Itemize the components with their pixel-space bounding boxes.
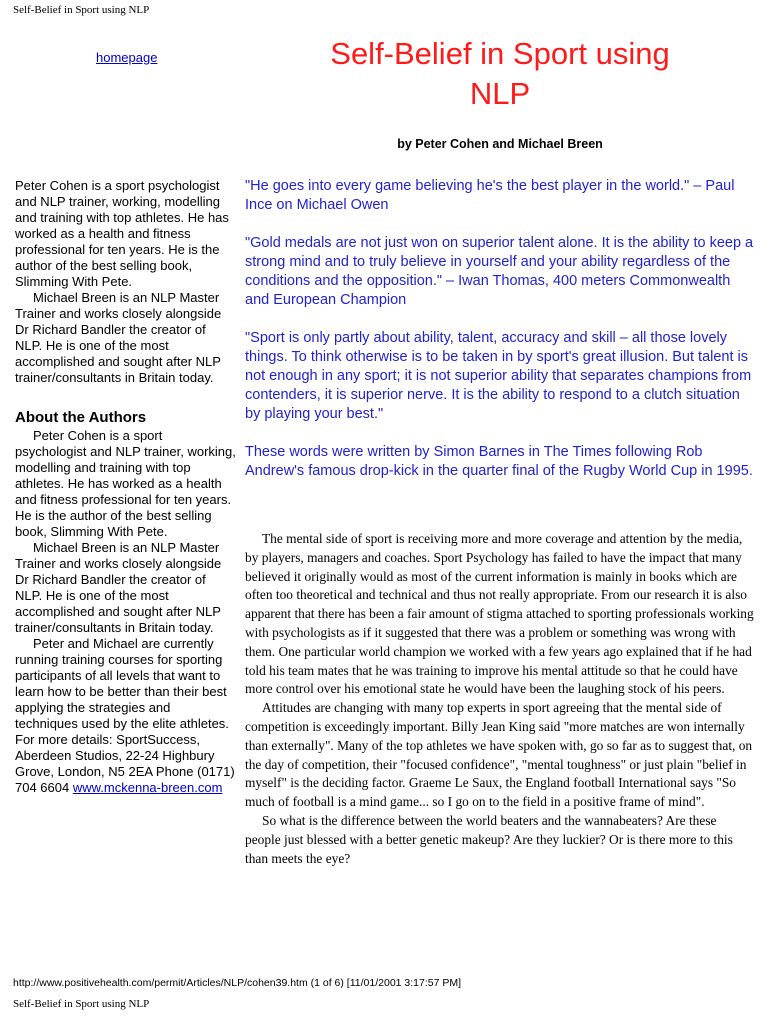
body-paragraph-2: Attitudes are changing with many top experts in sport agreeing that the mental side of competition is exceedingly important. Billy Jean King said "more matches are won internally than externally". Many of the top athletes we have spoken with, go so far as to suggest that, on the day of competition, their "focused confidence", "mental toughness" or just plain "belief in myself" is the deciding factor. Graeme Le Saux, the England football International says "So much of football is a mind game... so I go on to the field in a positive frame of mind". [245, 700, 753, 810]
print-footer: Self-Belief in Sport using NLP [13, 998, 150, 1010]
about-paragraph-2: Michael Breen is an NLP Master Trainer and works closely alongside Dr Richard Bandler the creator of NLP. He is one of the most accomplished and sought after NLP trainer/consultants in Britain today. [15, 540, 222, 635]
article-body [245, 530, 755, 868]
quote-owen: "He goes into every game believing he's the best player in the world." – Paul Ince on Michael Owen [245, 178, 735, 213]
print-header: Self-Belief in Sport using NLP [13, 4, 150, 16]
contact-link[interactable]: www.mckenna-breen.com [72, 780, 223, 795]
body-paragraph-3: So what is the difference between the world beaters and the wannabeaters? Are these people just blessed with a better genetic makeup? Are they luckier? Or is there more to this than meets the eye? [245, 812, 733, 866]
about-paragraph-3 [15, 636, 236, 796]
sidebar [15, 178, 236, 796]
about-paragraph-3-text: Peter and Michael are currently running training courses for sporting participants of all levels that want to learn how to be better than their best applying the strategies and techniques used by the elite athletes. For more details: SportSuccess, Aberdeen Studios, 22-24 Highbury Grove, London, N5 2EA Phone (0171) 704 6604 [15, 636, 235, 795]
intro-paragraph-2: Michael Breen is an NLP Master Trainer and works closely alongside Dr Richard Bandler the creator of NLP. He is one of the most accomplished and sought after NLP trainer/consultants in Britain today. [15, 290, 222, 385]
quote-barnes: "Sport is only partly about ability, talent, accuracy and skill – all those lovely things. To think otherwise is to be taken in by sport's great illusion. But talent is not enough in any sport; it is not superior ability that separates champions from contenders, it is superior nerve. It is the ability to respond to a clutch situation by playing your best." [245, 330, 752, 422]
about-paragraph-1: Peter Cohen is a sport psychologist and NLP trainer, working, modelling and training with top athletes. He has worked as a health and fitness professional for ten years. He is the author of the best selling book, Slimming With Pete. [15, 428, 236, 539]
homepage-link[interactable]: homepage [96, 50, 158, 65]
quote-thomas: "Gold medals are not just won on superior talent alone. It is the ability to keep a strong mind and to truly believe in yourself and your ability regardless of the conditions and the opposition." – Iwan Thomas, 400 meters Commonwealth and European Champion [245, 235, 754, 308]
quote-attribution: These words were written by Simon Barnes in The Times following Rob Andrew's famous drop-kick in the quarter final of the Rugby World Cup in 1995. [245, 444, 753, 479]
about-heading: About the Authors [15, 409, 147, 426]
byline: by Peter Cohen and Michael Breen [397, 137, 603, 151]
page-title: Self-Belief in Sport using NLP [330, 36, 670, 111]
footer-url: http://www.positivehealth.com/permit/Articles/NLP/cohen39.htm (1 of 6) [11/01/2001 3:17:57 PM] [13, 977, 462, 989]
body-paragraph-1: The mental side of sport is receiving more and more coverage and attention by the media, by players, managers and coaches. Sport Psychology has failed to have the impact that many believed it originally would as most of the current information is mainly in books which are often too theoretical and technical and thus not really appropriate. From our research it is also apparent that there has been a fair amount of stigma attached to sporting professionals working with psychologists as if it suggested that there was a problem or something was wrong with them. One particular world champion we worked with a few years ago explained that if he had told his team mates that he was training to improve his mental attitude so that he could have more control over his emotional state he would have been the laughing stock of his peers. [245, 531, 754, 697]
intro-paragraph-1: Peter Cohen is a sport psychologist and NLP trainer, working, modelling and training with top athletes. He has worked as a health and fitness professional for ten years. He is the author of the best selling book, Slimming With Pete. [15, 178, 229, 289]
quotes-section [245, 177, 755, 500]
